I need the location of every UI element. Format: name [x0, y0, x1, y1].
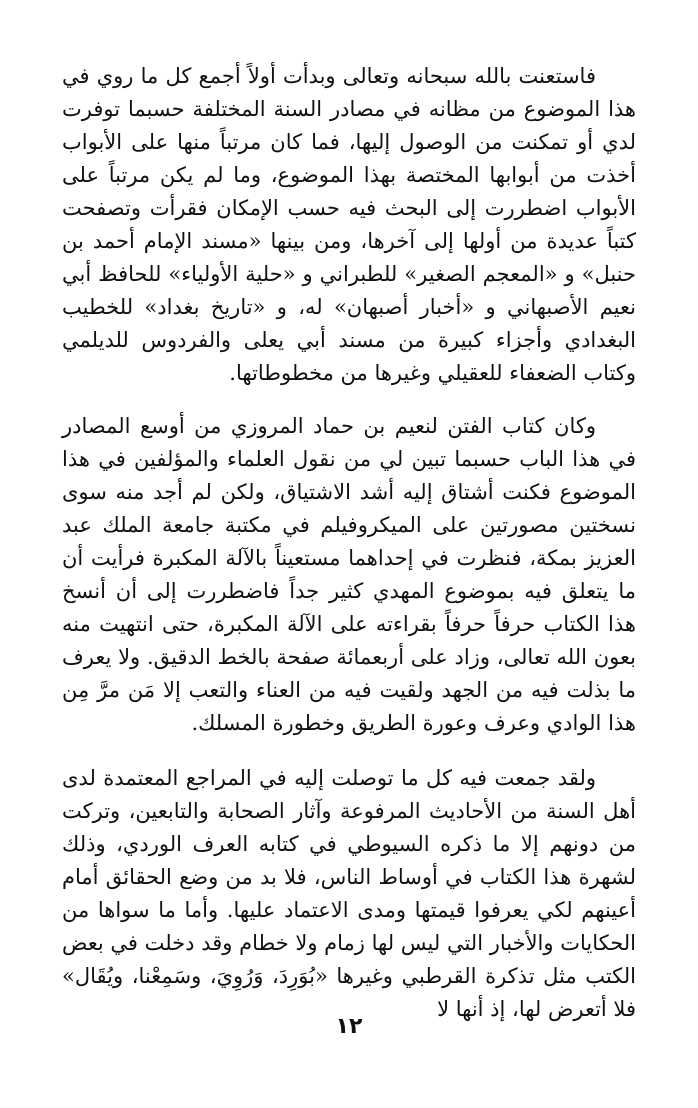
paragraph-2: وكان كتاب الفتن لنعيم بن حماد المروزي من أوسع المصادر في هذا الباب حسبما تبين لي من نقول العلماء والمؤلفين في هذا الموضوع فكنت أشتاق إليه أشد الاشتياق، ولكن لم أجد منه سوى نسختين مصورتين على الميكروفيلم في مكتبة جامعة الملك عبد العزيز بمكة، فنظرت في إحداهما مستعيناً بالآلة المكبرة فرأيت أن ما يتعلق فيه بموضوع المهدي كثير جداً فاضطررت إلى أن أنسخ هذا الكتاب حرفاً حرفاً بقراءته على الآلة المكبرة، حتى انتهيت منه بعون الله تعالى، وزاد على أربعمائة صفحة بالخط الدقيق. ولا يعرف ما بذلت فيه من الجهد ولقيت فيه من العناء والتعب إلا مَن مرَّ مِن هذا الوادي وعرف وعورة الطريق وخطورة المسلك.: [62, 414, 636, 735]
page-number: ١٢: [335, 1014, 363, 1039]
page-body: [62, 60, 636, 1026]
paragraph-1: فاستعنت بالله سبحانه وتعالى وبدأت أولاً أجمع كل ما روي في هذا الموضوع من مظانه في مصادر السنة المختلفة حسبما توفرت لدي أو تمكنت من الوصول إليها، فما كان مرتباً منها على الأبواب أخذت من أبوابها المختصة بهذا الموضوع، وما لم يكن مرتباً على الأبواب اضطررت إلى البحث فيه حسب الإمكان فقرأت وتصفحت كتباً عديدة من أولها إلى آخرها، ومن بينها «مسند الإمام أحمد بن حنبل» و «المعجم الصغير» للطبراني و «حلية الأولياء» للحافظ أبي نعيم الأصبهاني و «أخبار أصبهان» له، و «تاريخ بغداد» للخطيب البغدادي وأجزاء كبيرة من مسند أبي يعلى والفردوس للديلمي وكتاب الضعفاء للعقيلي وغيرها من مخطوطاتها.: [62, 64, 636, 385]
paragraph-3: ولقد جمعت فيه كل ما توصلت إليه في المراجع المعتمدة لدى أهل السنة من الأحاديث المرفوعة وآثار الصحابة والتابعين، وتركت من دونهم إلا ما ذكره السيوطي في كتابه العرف الوردي، وذلك لشهرة هذا الكتاب في أوساط الناس، فلا بد من وضع الحقائق أمام أعينهم لكي يعرفوا قيمتها ومدى الاعتماد عليها. وأما ما سواها من الحكايات والأخبار التي ليس لها زمام ولا خطام وقد دخلت في بعض الكتب مثل تذكرة القرطبي وغيرها «بُوَرِدَ، وَرُوِيَ، وسَمِعْنا، ويُقَال» فلا أتعرض لها، إذ أنها لا: [62, 766, 636, 1021]
